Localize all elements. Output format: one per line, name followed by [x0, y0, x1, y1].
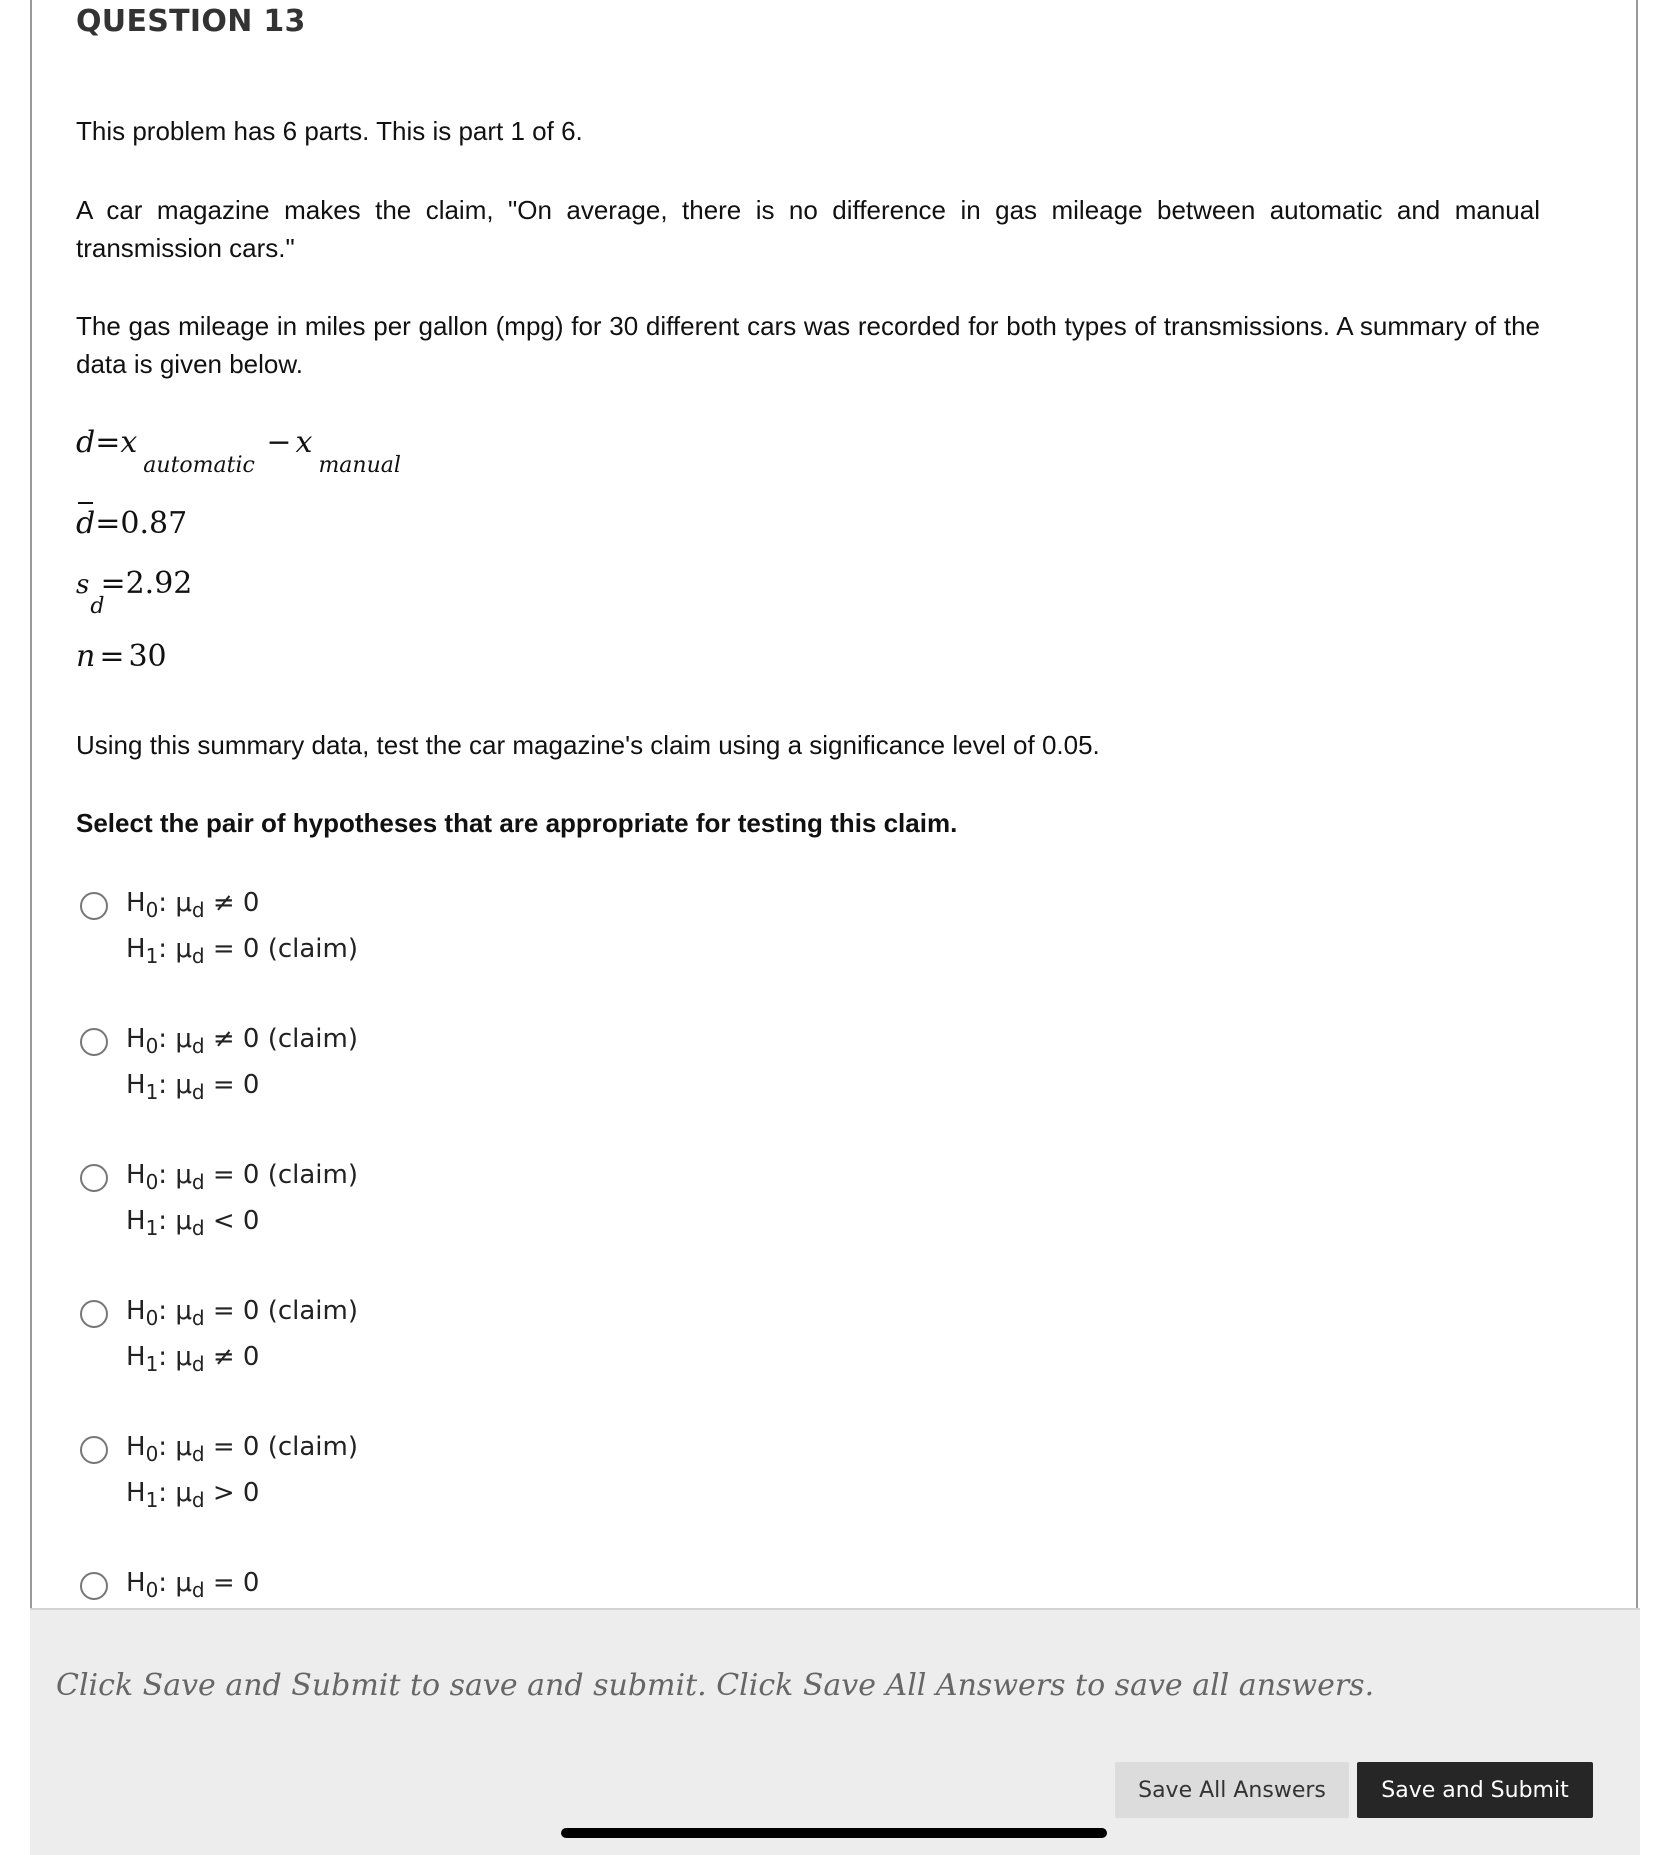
- mean-difference: [76, 506, 187, 541]
- sample-size-value: 30: [128, 639, 167, 674]
- null-hypothesis: $H_0$: $\mu_d = 0$ (claim): [126, 1432, 358, 1466]
- radio-button[interactable]: [80, 892, 108, 920]
- equals-sign: =: [100, 566, 126, 601]
- claim-text: A car magazine makes the claim, "On average, there is no difference in gas mileage between automatic and manual transmission cars.": [76, 195, 1540, 263]
- save-and-submit-button[interactable]: Save and Submit: [1357, 1762, 1593, 1818]
- sub-automatic: automatic: [143, 453, 255, 478]
- radio-button[interactable]: [80, 1436, 108, 1464]
- s-symbol: s: [76, 570, 90, 600]
- radio-button[interactable]: [80, 1164, 108, 1192]
- radio-button[interactable]: [80, 1028, 108, 1056]
- null-hypothesis: $H_0$: $\mu_d = 0$ (claim): [126, 1160, 358, 1194]
- content-border-left: [30, 0, 32, 1855]
- sd-difference: [76, 566, 193, 619]
- question-prompt: Select the pair of hypotheses that are appropriate for testing this claim.: [76, 808, 958, 838]
- sub-manual: manual: [318, 453, 401, 478]
- submit-footer: [30, 1608, 1640, 1855]
- content-border-right: [1636, 0, 1638, 1612]
- question-title: QUESTION 13: [76, 4, 306, 39]
- x-symbol: x: [120, 425, 138, 460]
- footer-instructions: Click Save and Submit to save and submit. Click Save All Answers to save all answers.: [56, 1668, 1375, 1703]
- null-hypothesis: $H_0$: $\mu_d \ne 0$ (claim): [126, 1024, 358, 1058]
- d-symbol: d: [76, 425, 96, 460]
- null-hypothesis: $H_0$: $\mu_d = 0$ (claim): [126, 1296, 358, 1330]
- equals-sign: =: [99, 639, 125, 674]
- answer-option[interactable]: [80, 1022, 580, 1112]
- radio-button[interactable]: [80, 1572, 108, 1600]
- minus-sign: −: [266, 425, 292, 460]
- mean-difference-value: 0.87: [120, 506, 188, 541]
- alternative-hypothesis: $H_1$: $\mu_d < 0$: [126, 1206, 260, 1240]
- answer-option[interactable]: [80, 1294, 580, 1384]
- null-hypothesis: $H_0$: $\mu_d = 0$: [126, 1568, 260, 1602]
- answer-option[interactable]: [80, 886, 580, 976]
- data-description: The gas mileage in miles per gallon (mpg) for 30 different cars was recorded for both types of transmissions. A summary of the data is given below.: [76, 311, 1540, 379]
- save-all-answers-button[interactable]: Save All Answers: [1115, 1762, 1349, 1818]
- alternative-hypothesis: $H_1$: $\mu_d = 0$ (claim): [126, 934, 358, 968]
- alternative-hypothesis: $H_1$: $\mu_d > 0$: [126, 1478, 260, 1512]
- alternative-hypothesis: $H_1$: $\mu_d \ne 0$: [126, 1342, 260, 1376]
- answer-option[interactable]: [80, 1158, 580, 1248]
- part-info: This problem has 6 parts. This is part 1 of 6.: [76, 116, 583, 146]
- answer-option[interactable]: [80, 1430, 580, 1520]
- test-instruction: Using this summary data, test the car magazine's claim using a significance level of 0.05.: [76, 730, 1100, 760]
- equals-sign: =: [95, 506, 121, 541]
- sd-value: 2.92: [125, 566, 193, 601]
- equals-sign: =: [95, 425, 121, 460]
- alternative-hypothesis: $H_1$: $\mu_d = 0$: [126, 1070, 260, 1104]
- n-symbol: n: [76, 639, 96, 674]
- sample-size: [76, 639, 167, 674]
- null-hypothesis: $H_0$: $\mu_d \ne 0$: [126, 888, 260, 922]
- x-symbol-2: x: [295, 425, 313, 460]
- difference-definition: [76, 425, 401, 478]
- radio-button[interactable]: [80, 1300, 108, 1328]
- s-subscript: d: [90, 594, 105, 619]
- home-indicator: [561, 1828, 1107, 1838]
- d-bar-symbol: d: [76, 506, 96, 541]
